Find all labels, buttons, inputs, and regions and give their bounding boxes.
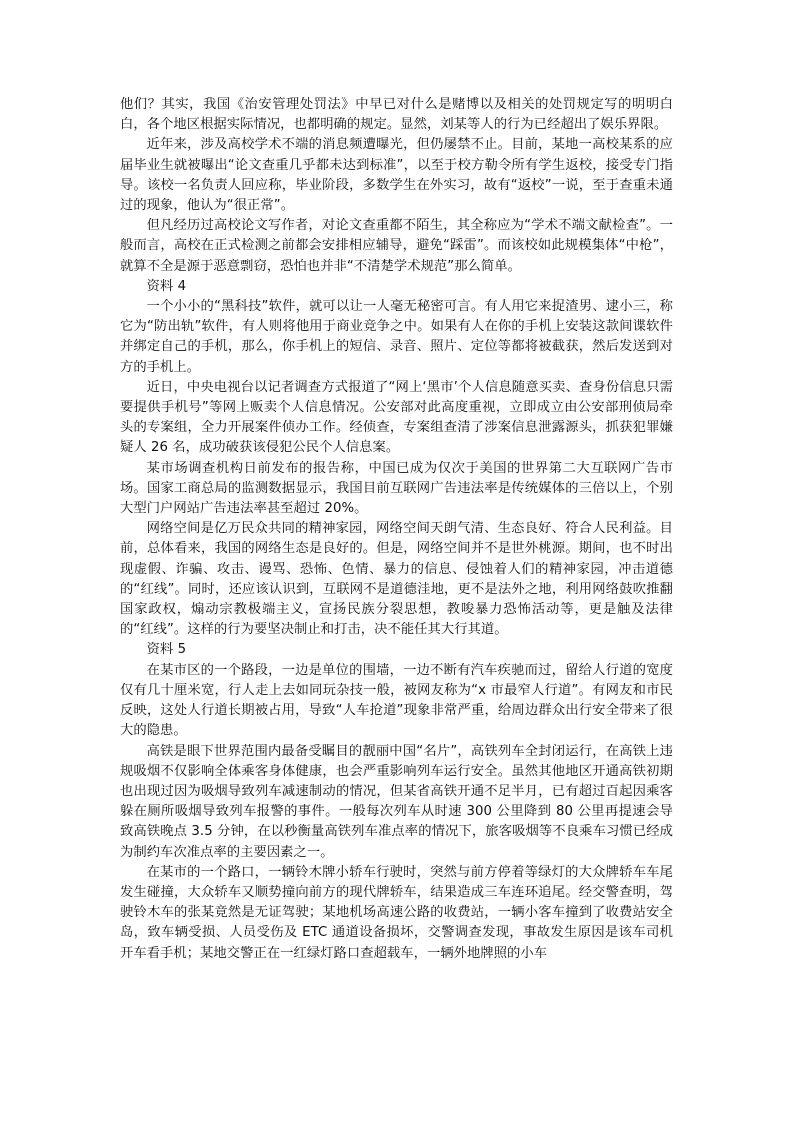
paragraph-spyware: 一个小小的“黑科技”软件，就可以让一人毫无秘密可言。有人用它来捉渣男、逮小三，称它为“防出轨”软件，有人则将他用于商业竞争之中。如果有人在你的手机上安装这款间谍软件并绑定自己的手机，那么，你手机上的短信、录音、照片、定位等都将被截获，然后发送到对方的手机上。 <box>120 299 673 375</box>
paragraph-plagiarism-check: 但凡经历过高校论文写作者，对论文查重都不陌生，其全称应为“学术不端文献检查”。一般而言，高校在正式检测之前都会安排相应辅导，避免“踩雷”。而该校如此规模集体“中枪”，就算不全是源于恶意剽窃，恐怕也并非“不清楚学术规范”那么简单。 <box>120 218 673 274</box>
paragraph-academic-misconduct: 近年来，涉及高校学术不端的消息频遭曝光，但仍屡禁不止。目前，某地一高校某系的应届毕业生就被曝出“论文查重几乎都未达到标准”，以至于校方勒令所有学生返校，接受专门指导。该校一名负责人回应称，毕业阶段，多数学生在外实习，故有“返校”一说，至于查重未通过的现象，他认为“很正常”。 <box>120 137 673 214</box>
section-heading-material-5: 资料 5 <box>146 642 187 658</box>
section-heading-material-4: 资料 4 <box>146 278 187 294</box>
paragraph-continuation: 他们？其实，我国《治安管理处罚法》中早已对什么是赌博以及相关的处罚规定写的明明白白，各个地区根据实际情况，也都明确的规定。显然，刘某等人的行为已经超出了娱乐界限。 <box>120 97 673 133</box>
paragraph-high-speed-rail: 高铁是眼下世界范围内最备受瞩目的靓丽中国“名片”，高铁列车全封闭运行，在高铁上违规吸烟不仅影响全体乘客身体健康，也会严重影响列车运行安全。虽然其他地区开通高铁初期也出现过因为吸烟导致列车减速制动的情况，但某省高铁开通不足半月，已有超过百起因乘客躲在厕所吸烟导致列车报警的事件。一般每次列车从时速 300 公里降到 80 公里再提速会导致高铁晚点 3.5 分钟，在以秒衡量高铁列车准点率的情况下，旅客吸烟等不良乘车习惯已经成为制约车次准点率的主要因素之一。 <box>120 743 673 860</box>
paragraph-narrow-sidewalk: 在某市区的一个路段，一边是单位的围墙，一边不断有汽车疾驰而过，留给人行道的宽度仅有几十厘米宽，行人走上去如同玩杂技一般，被网友称为“x 市最窄人行道”。有网友和市民反映，这处人行道长期被占用，导致“人车抢道”现象非常严重，给周边群众出行安全带来了很大的隐患。 <box>120 662 673 739</box>
document-page <box>120 95 673 964</box>
paragraph-cyberspace: 网络空间是亿万民众共同的精神家园，网络空间天朗气清、生态良好、符合人民利益。目前，总体看来，我国的网络生态是良好的。但是，网络空间并不是世外桃源。期间，也不时出现虚假、诈骗、攻击、谩骂、恐怖、色情、暴力的信息、侵蚀着人们的精神家园，冲击道德的“红线”。同时，还应该认识到，互联网不是道德洼地，更不是法外之地，利用网络鼓吹推翻国家政权，煽动宗教极端主义，宣扬民族分裂思想，教唆暴力恐怖活动等，更是触及法律的“红线”。这样的行为要坚决制止和打击，决不能任其大行其道。 <box>120 521 673 638</box>
paragraph-traffic-accidents: 在某市的一个路口，一辆铃木牌小轿车行驶时，突然与前方停着等绿灯的大众牌轿车车尾发生碰撞，大众轿车又顺势撞向前方的现代牌轿车，结果造成三车连环追尾。经交警查明，驾驶铃木车的张某竟然是无证驾驶；某地机场高速公路的收费站，一辆小客车撞到了收费站安全岛，致车辆受损、人员受伤及 ETC 通道设备损坏，交警调查发现，事故发生原因是该车司机开车看手机；某地交警正在一红绿灯路口查超载车，一辆外地牌照的小车 <box>120 864 673 961</box>
paragraph-personal-info: 近日，中央电视台以记者调查方式报道了“网上‘黑市’个人信息随意买卖、查身份信息只需要提供手机号”等网上贩卖个人信息情况。公安部对此高度重视，立即成立由公安部刑侦局牵头的专案组，全力开展案件侦办工作。经侦查，专案组查清了涉案信息泄露源头，抓获犯罪嫌疑人 26 名，成功破获该侵犯公民个人信息案。 <box>120 379 673 456</box>
paragraph-internet-ads: 某市场调查机构日前发布的报告称，中国已成为仅次于美国的世界第二大互联网广告市场。国家工商总局的监测数据显示，我国目前互联网广告违法率是传统媒体的三倍以上，个别大型门户网站广告违法率甚至超过 20%。 <box>120 460 673 517</box>
